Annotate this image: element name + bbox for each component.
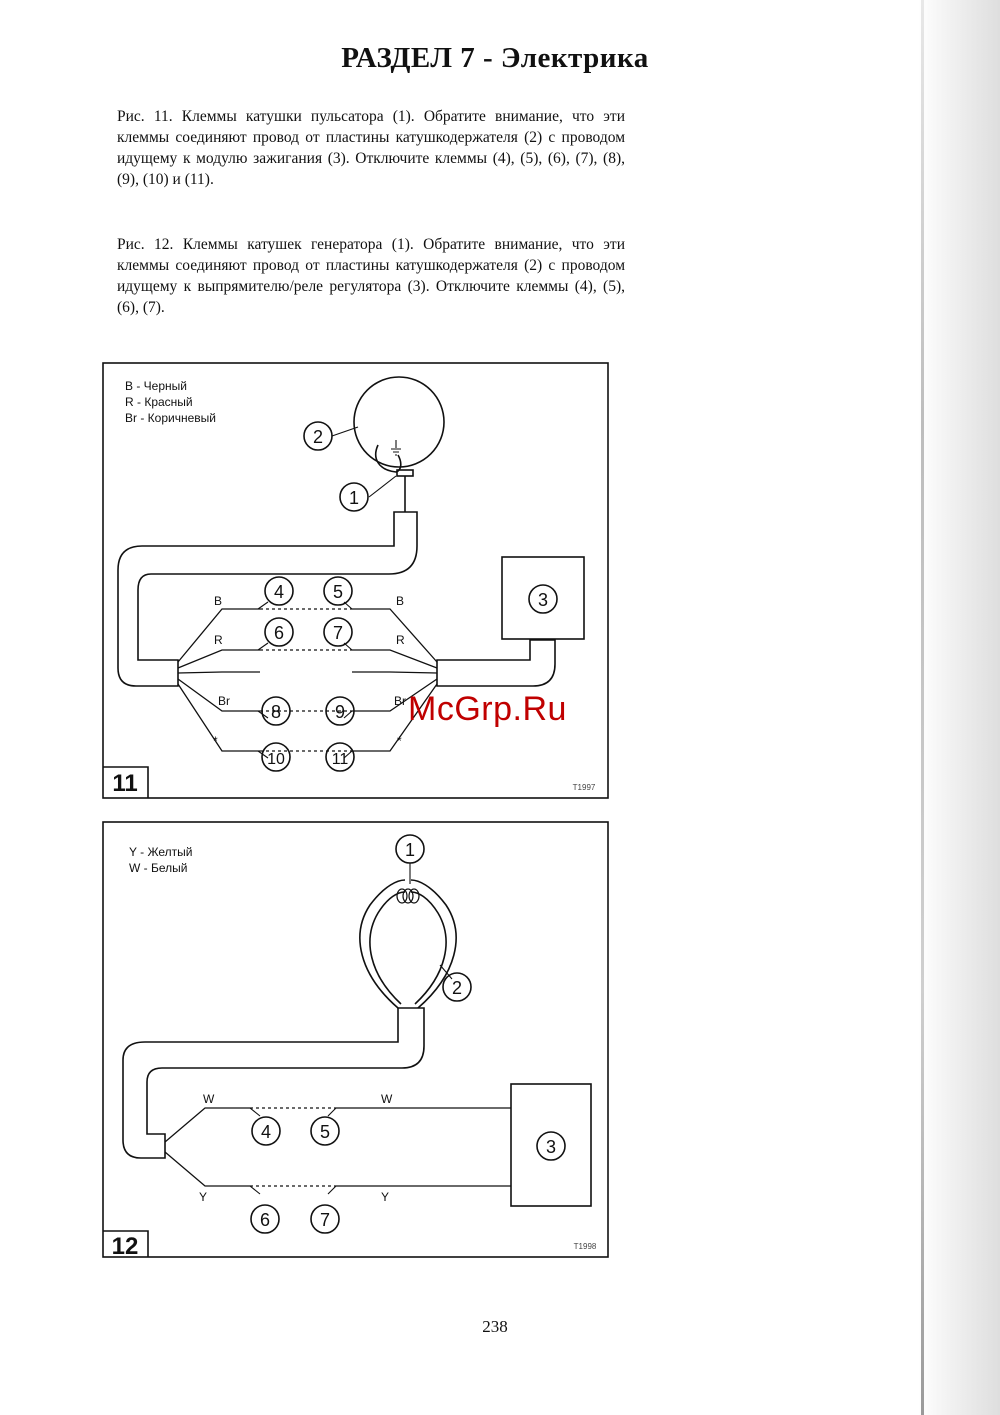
figure-12-code: T1998 xyxy=(573,1242,597,1251)
wire-label-br-right: Br xyxy=(394,694,406,708)
callout-12-1: 1 xyxy=(404,840,416,860)
wire-label-b-right: B xyxy=(396,594,405,608)
harness-tube-12 xyxy=(123,1008,424,1158)
page-number: 238 xyxy=(482,1317,508,1336)
watermark: McGrp.Ru xyxy=(408,690,567,728)
callout-2: 2 xyxy=(312,427,324,447)
wires-right-12 xyxy=(336,1108,511,1186)
callout-7: 7 xyxy=(332,623,344,643)
wire-label-w-right: W xyxy=(381,1092,393,1106)
section-heading: РАЗДЕЛ 7 - Электрика xyxy=(341,42,649,74)
legend-11-black: B - Черный xyxy=(125,379,187,393)
figure-11-number: 11 xyxy=(112,770,138,797)
callout-8: 8 xyxy=(270,702,282,722)
wire-label-br-left: Br xyxy=(218,694,230,708)
wire-label-b-left: B xyxy=(214,594,223,608)
figure-12-number: 12 xyxy=(111,1233,139,1260)
callout-1: 1 xyxy=(348,488,360,508)
legend-11-brown: Br - Коричневый xyxy=(125,411,216,425)
callout-12-2: 2 xyxy=(451,978,463,998)
wire-label-star-right: * xyxy=(397,734,402,748)
callout-12-3: 3 xyxy=(545,1137,557,1157)
callout-4: 4 xyxy=(273,582,285,602)
wires-left-12 xyxy=(165,1108,250,1186)
paragraph-fig11: Рис. 11. Клеммы катушки пульсатора (1). Обратите внимание, что эти клеммы соединяют провод от пластины катушкодержателя (2) с проводом идущему к модулю зажигания (3). Отключите клеммы (4), (5), (6), (7), (8), (9), (10) и (11). xyxy=(117,108,625,188)
figure-11-code: T1997 xyxy=(572,783,596,792)
terminal-ticks-12 xyxy=(250,1108,336,1194)
callout-10: 10 xyxy=(267,751,285,768)
wire-label-y-left: Y xyxy=(199,1190,208,1204)
figure-12-frame xyxy=(103,822,608,1257)
coil-holder-inner xyxy=(370,892,446,1004)
callout-3: 3 xyxy=(537,590,549,610)
callout-9: 9 xyxy=(334,702,346,722)
callout-12-7: 7 xyxy=(319,1210,331,1230)
generator-coil-icon xyxy=(397,889,419,903)
callout-11: 11 xyxy=(331,751,349,768)
callout-12-6: 6 xyxy=(259,1210,271,1230)
paragraph-fig12: Рис. 12. Клеммы катушек генератора (1). Обратите внимание, что эти клеммы соединяют провод от пластины катушкодержателя (2) с проводом идущему к выпрямителю/реле регулятора (3). Отключите клеммы (4), (5), (6), (7). xyxy=(117,236,625,316)
callout-6: 6 xyxy=(273,623,285,643)
wire-label-star-left: * xyxy=(213,734,218,748)
callout-12-5: 5 xyxy=(319,1122,331,1142)
legend-11-red: R - Красный xyxy=(125,395,193,409)
legend-12-yellow: Y - Желтый xyxy=(129,845,193,859)
wire-label-y-right: Y xyxy=(381,1190,390,1204)
wire-label-r-left: R xyxy=(214,633,223,647)
callout-12-4: 4 xyxy=(260,1122,272,1142)
legend-12-white: W - Белый xyxy=(129,861,188,875)
terminal-connections-12 xyxy=(250,1108,336,1186)
coil-holder-outer xyxy=(360,880,456,1008)
callout-5: 5 xyxy=(332,582,344,602)
wire-label-w-left: W xyxy=(203,1092,215,1106)
wire-label-r-right: R xyxy=(396,633,405,647)
